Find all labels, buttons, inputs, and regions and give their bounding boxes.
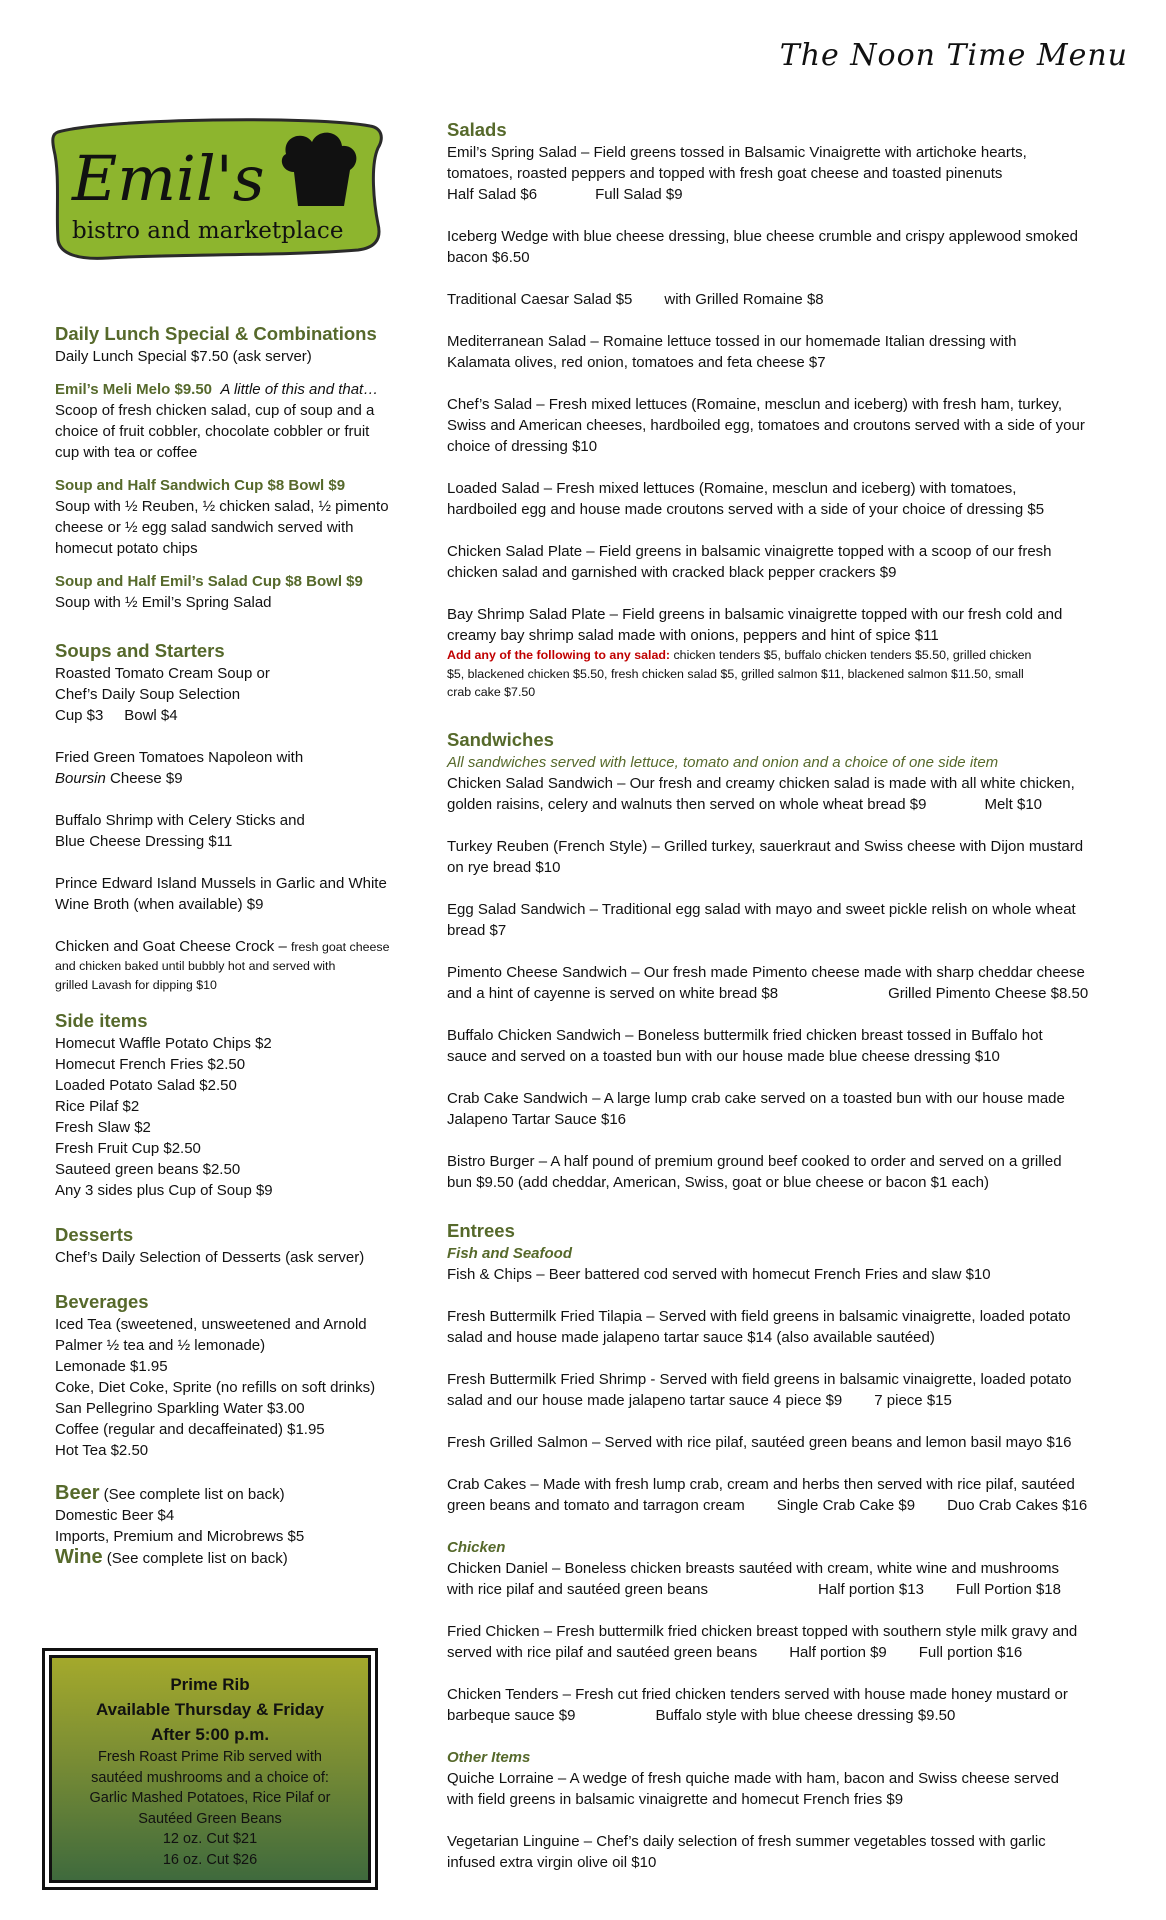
entree-line: Quiche Lorraine – A wedge of fresh quiche made with ham, bacon and Swiss cheese served <box>447 1769 1060 1787</box>
sandwiches-note: All sandwiches served with lettuce, tomato and onion and a choice of one side item <box>447 753 999 771</box>
salad-line: Swiss and American cheeses, hardboiled egg, tomatoes and croutons served with a side of your <box>447 417 1085 434</box>
soup-half-sandwich-title: Soup and Half Sandwich Cup $8 Bowl $9 <box>55 477 346 494</box>
entree-line: Fresh Buttermilk Fried Shrimp - Served with field greens in balsamic vinaigrette, loaded potato <box>447 1370 1072 1388</box>
sandwich-line: golden raisins, celery and walnuts then served on whole wheat bread $9 <box>447 795 927 813</box>
beverage-item: Coke, Diet Coke, Sprite (no refills on soft drinks) <box>55 1379 376 1396</box>
logo-tagline: bistro and marketplace <box>72 218 344 244</box>
entree-line: Chicken Daniel – Boneless chicken breasts sautéed with cream, white wine and mushrooms <box>447 1559 1059 1577</box>
beer-title: Beer <box>55 1482 100 1504</box>
caesar-price: Traditional Caesar Salad $5 <box>447 291 633 308</box>
mussels-2: Wine Broth (when available) $9 <box>55 896 264 913</box>
sides-title: Side items <box>55 1010 148 1031</box>
prime-rib-line: Garlic Mashed Potatoes, Rice Pilaf or <box>89 1790 331 1806</box>
salad-line: creamy bay shrimp salad made with onions, peppers and hint of spice $11 <box>447 627 939 644</box>
buffalo-shrimp-2: Blue Cheese Dressing $11 <box>55 833 233 850</box>
sandwich-line: Crab Cake Sandwich – A large lump crab cake served on a toasted bun with our house made <box>447 1089 1065 1107</box>
salad-line: bacon $6.50 <box>447 249 530 266</box>
meli-melo-desc-2: choice of fruit cobbler, chocolate cobbler or fruit <box>55 423 370 440</box>
daniel-full-price: Full Portion $18 <box>955 1580 1061 1598</box>
entree-line: Crab Cakes – Made with fresh lump crab, cream and herbs then served with rice pilaf, sautéed <box>447 1475 1075 1493</box>
prime-rib-time: After 5:00 p.m. <box>150 1725 270 1744</box>
side-item: Sauteed green beans $2.50 <box>55 1161 241 1178</box>
salad-line: Loaded Salad – Fresh mixed lettuces (Romaine, mesclun and iceberg) with tomatoes, <box>447 480 1017 497</box>
sandwich-line: Pimento Cheese Sandwich – Our fresh made Pimento cheese made with sharp cheddar cheese <box>447 963 1085 981</box>
salad-line: Kalamata olives, red onion, tomatoes and feta cheese $7 <box>447 354 826 371</box>
entree-line: green beans and tomato and tarragon cream <box>447 1496 745 1514</box>
addon-line: $5, blackened chicken $5.50, fresh chicken salad $5, grilled salmon $11, blackened salmon $11.50, small <box>447 666 1024 681</box>
shrimp-7-price: 7 piece $15 <box>874 1391 952 1409</box>
crock-desc-2: and chicken baked until bubbly hot and served with <box>55 959 336 973</box>
sandwich-line: on rye bread $10 <box>447 858 561 876</box>
soup-half-sandwich-desc-1: Soup with ½ Reuben, ½ chicken salad, ½ pimento <box>55 498 389 515</box>
fried-half-price: Half portion $9 <box>789 1643 887 1661</box>
wine-note: (See complete list on back) <box>106 1550 288 1567</box>
sandwich-line: and a hint of cayenne is served on white bread $8 <box>447 984 779 1002</box>
meli-melo-note: A little of this and that… <box>220 381 379 398</box>
beverage-item: Coffee (regular and decaffeinated) $1.95 <box>55 1421 325 1438</box>
boursin-rest: Cheese $9 <box>105 770 183 787</box>
salad-line: Chef’s Salad – Fresh mixed lettuces (Romaine, mesclun and iceberg) with fresh ham, turkey, <box>447 396 1062 413</box>
entree-line: barbeque sauce $9 <box>447 1706 576 1724</box>
salad-line: Iceberg Wedge with blue cheese dressing, blue cheese crumble and crispy applewood smoked <box>447 228 1078 245</box>
prime-rib-line: sautéed mushrooms and a choice of: <box>91 1769 329 1786</box>
side-item: Fresh Fruit Cup $2.50 <box>55 1140 201 1157</box>
prime-rib-title: Prime Rib <box>170 1675 250 1694</box>
beverage-item: Palmer ½ tea and ½ lemonade) <box>55 1337 266 1354</box>
beer-item: Domestic Beer $4 <box>55 1507 175 1524</box>
beverage-item: Lemonade $1.95 <box>55 1358 168 1375</box>
spring-full-price: Full Salad $9 <box>595 186 683 203</box>
addon-line: chicken tenders $5, buffalo chicken tenders $5.50, grilled chicken <box>670 648 1032 662</box>
crock-name: Chicken and Goat Cheese Crock – <box>55 938 291 955</box>
salads-title: Salads <box>447 119 507 140</box>
sandwich-line: bread $7 <box>447 921 507 939</box>
page-title: The Noon Time Menu <box>779 38 1128 73</box>
salad-line: choice of dressing $10 <box>447 438 598 455</box>
grilled-pimento-price: Grilled Pimento Cheese $8.50 <box>888 984 1089 1002</box>
side-item: Rice Pilaf $2 <box>55 1098 140 1115</box>
boursin-label: Boursin <box>55 770 106 787</box>
side-item: Any 3 sides plus Cup of Soup $9 <box>55 1182 273 1199</box>
soup-half-sandwich-desc-2: cheese or ½ egg salad sandwich served with <box>55 519 354 536</box>
daniel-half-price: Half portion $13 <box>818 1580 924 1598</box>
soup-cup-price: Cup $3 <box>55 707 104 724</box>
prime-rib-box <box>42 1648 378 1890</box>
entree-line: with field greens in balsamic vinaigrette and homecut French fries $9 <box>447 1790 904 1808</box>
entrees-title: Entrees <box>447 1219 515 1241</box>
meli-melo-desc-1: Scoop of fresh chicken salad, cup of soup and a <box>55 402 375 419</box>
spring-half-price: Half Salad $6 <box>447 186 538 203</box>
beverage-item: Hot Tea $2.50 <box>55 1442 149 1459</box>
beverage-item: San Pellegrino Sparkling Water $3.00 <box>55 1400 305 1417</box>
beer-item: Imports, Premium and Microbrews $5 <box>55 1528 305 1545</box>
salad-line: Mediterranean Salad – Romaine lettuce tossed in our homemade Italian dressing with <box>447 333 1017 350</box>
prime-rib-line: Fresh Roast Prime Rib served with <box>97 1749 322 1765</box>
entree-line: served with rice pilaf and sautéed green beans <box>447 1643 758 1661</box>
salad-line: Emil’s Spring Salad – Field greens tossed in Balsamic Vinaigrette with artichoke hearts, <box>447 144 1027 161</box>
side-item: Loaded Potato Salad $2.50 <box>55 1077 237 1094</box>
other-items-title: Other Items <box>447 1748 531 1766</box>
left-column <box>55 322 410 1569</box>
daily-lunch-special: Daily Lunch Special $7.50 (ask server) <box>55 348 312 365</box>
side-item: Fresh Slaw $2 <box>55 1119 151 1136</box>
dessert-item: Chef’s Daily Selection of Desserts (ask server) <box>55 1249 365 1266</box>
single-crab-price: Single Crab Cake $9 <box>776 1496 916 1514</box>
side-item: Homecut French Fries $2.50 <box>55 1056 246 1073</box>
entree-line: salad and house made jalapeno tartar sauce $14 (also available sautéed) <box>447 1328 935 1346</box>
soup-bowl-price: Bowl $4 <box>124 707 178 724</box>
entree-line: Fish & Chips – Beer battered cod served with homecut French Fries and slaw $10 <box>447 1265 991 1283</box>
beer-note: (See complete list on back) <box>103 1486 285 1503</box>
sandwich-line: Chicken Salad Sandwich – Our fresh and creamy chicken salad is made with all white chicken, <box>447 774 1075 792</box>
beverages-title: Beverages <box>55 1291 149 1312</box>
entree-line: infused extra virgin olive oil $10 <box>447 1853 657 1871</box>
soup-item-line: Chef’s Daily Soup Selection <box>55 686 241 703</box>
salad-line: tomatoes, roasted peppers and topped with fresh goat cheese and toasted pinenuts <box>447 165 1003 182</box>
prime-rib-line: Sautéed Green Beans <box>138 1810 282 1827</box>
right-column <box>447 118 1127 1873</box>
mussels-1: Prince Edward Island Mussels in Garlic and White <box>55 875 387 892</box>
salad-line: hardboiled egg and house made croutons served with a side of your choice of dressing $5 <box>447 501 1045 518</box>
chicken-title: Chicken <box>447 1538 506 1556</box>
sandwich-line: Turkey Reuben (French Style) – Grilled turkey, sauerkraut and Swiss cheese with Dijon mustard <box>447 837 1084 855</box>
logo-name: Emil's <box>72 142 265 215</box>
fried-full-price: Full portion $16 <box>918 1643 1023 1661</box>
meli-melo-title: Emil’s Meli Melo $9.50 <box>55 381 213 398</box>
entree-line: salad and our house made jalapeno tartar sauce 4 piece $9 <box>447 1391 843 1409</box>
sandwich-line: bun $9.50 (add cheddar, American, Swiss, goat or blue cheese or bacon $1 each) <box>447 1173 990 1191</box>
crock-desc-3: grilled Lavash for dipping $10 <box>55 978 217 992</box>
prime-rib-availability: Available Thursday & Friday <box>96 1700 324 1719</box>
salad-line: Chicken Salad Plate – Field greens in balsamic vinaigrette topped with a scoop of our fresh <box>447 543 1052 560</box>
entree-line: Fried Chicken – Fresh buttermilk fried chicken breast topped with southern style milk gravy and <box>447 1622 1078 1640</box>
wine-title: Wine <box>55 1546 103 1568</box>
buffalo-shrimp-1: Buffalo Shrimp with Celery Sticks and <box>55 812 305 829</box>
salad-line: Bay Shrimp Salad Plate – Field greens in balsamic vinaigrette topped with our fresh cold and <box>447 606 1063 623</box>
logo <box>48 114 388 264</box>
sandwich-line: Buffalo Chicken Sandwich – Boneless buttermilk fried chicken breast tossed in Buffalo hot <box>447 1026 1043 1044</box>
beverage-item: Iced Tea (sweetened, unsweetened and Arnold <box>55 1316 367 1333</box>
salad-line: chicken salad and garnished with cracked black pepper crackers $9 <box>447 564 897 581</box>
sandwich-line: Jalapeno Tartar Sauce $16 <box>447 1110 627 1128</box>
prime-rib-price: 12 oz. Cut $21 <box>162 1831 258 1847</box>
entree-line: with rice pilaf and sautéed green beans <box>447 1580 709 1598</box>
crock-desc-1: fresh goat cheese <box>290 940 390 954</box>
lunch-specials-title: Daily Lunch Special & Combinations <box>55 323 377 344</box>
side-item: Homecut Waffle Potato Chips $2 <box>55 1035 272 1052</box>
soup-item-line: Roasted Tomato Cream Soup or <box>55 665 270 682</box>
caesar-romaine-price: with Grilled Romaine $8 <box>664 291 824 308</box>
desserts-title: Desserts <box>55 1224 134 1245</box>
duo-crab-price: Duo Crab Cakes $16 <box>947 1496 1088 1514</box>
meli-melo-desc-3: cup with tea or coffee <box>55 444 198 461</box>
fish-seafood-title: Fish and Seafood <box>447 1244 573 1262</box>
tenders-buffalo-price: Buffalo style with blue cheese dressing $9.50 <box>655 1706 956 1724</box>
entree-line: Chicken Tenders – Fresh cut fried chicken tenders served with house made honey mustard or <box>447 1685 1068 1703</box>
sandwich-line: sauce and served on a toasted bun with our house made blue cheese dressing $10 <box>447 1047 1000 1065</box>
addon-label: Add any of the following to any salad: <box>447 648 671 662</box>
chicken-melt-price: Melt $10 <box>984 795 1043 813</box>
entree-line: Fresh Buttermilk Fried Tilapia – Served with field greens in balsamic vinaigrette, loaded potato <box>447 1307 1071 1325</box>
soups-title: Soups and Starters <box>55 640 225 661</box>
sandwiches-title: Sandwiches <box>447 728 554 750</box>
entree-line: Fresh Grilled Salmon – Served with rice pilaf, sautéed green beans and lemon basil mayo $16 <box>447 1433 1072 1451</box>
entree-line: Vegetarian Linguine – Chef’s daily selection of fresh summer vegetables tossed with garlic <box>447 1832 1046 1850</box>
sandwich-line: Bistro Burger – A half pound of premium ground beef cooked to order and served on a grilled <box>447 1152 1062 1170</box>
soup-half-sandwich-desc-3: homecut potato chips <box>55 540 198 557</box>
soup-half-salad-title: Soup and Half Emil’s Salad Cup $8 Bowl $9 <box>55 573 363 590</box>
fried-green-tomatoes: Fried Green Tomatoes Napoleon with <box>55 749 304 766</box>
addon-line: crab cake $7.50 <box>447 685 536 699</box>
prime-rib-price: 16 oz. Cut $26 <box>162 1851 258 1868</box>
soup-half-salad-desc: Soup with ½ Emil’s Spring Salad <box>55 594 272 611</box>
sandwich-line: Egg Salad Sandwich – Traditional egg salad with mayo and sweet pickle relish on whole wheat <box>447 900 1076 918</box>
